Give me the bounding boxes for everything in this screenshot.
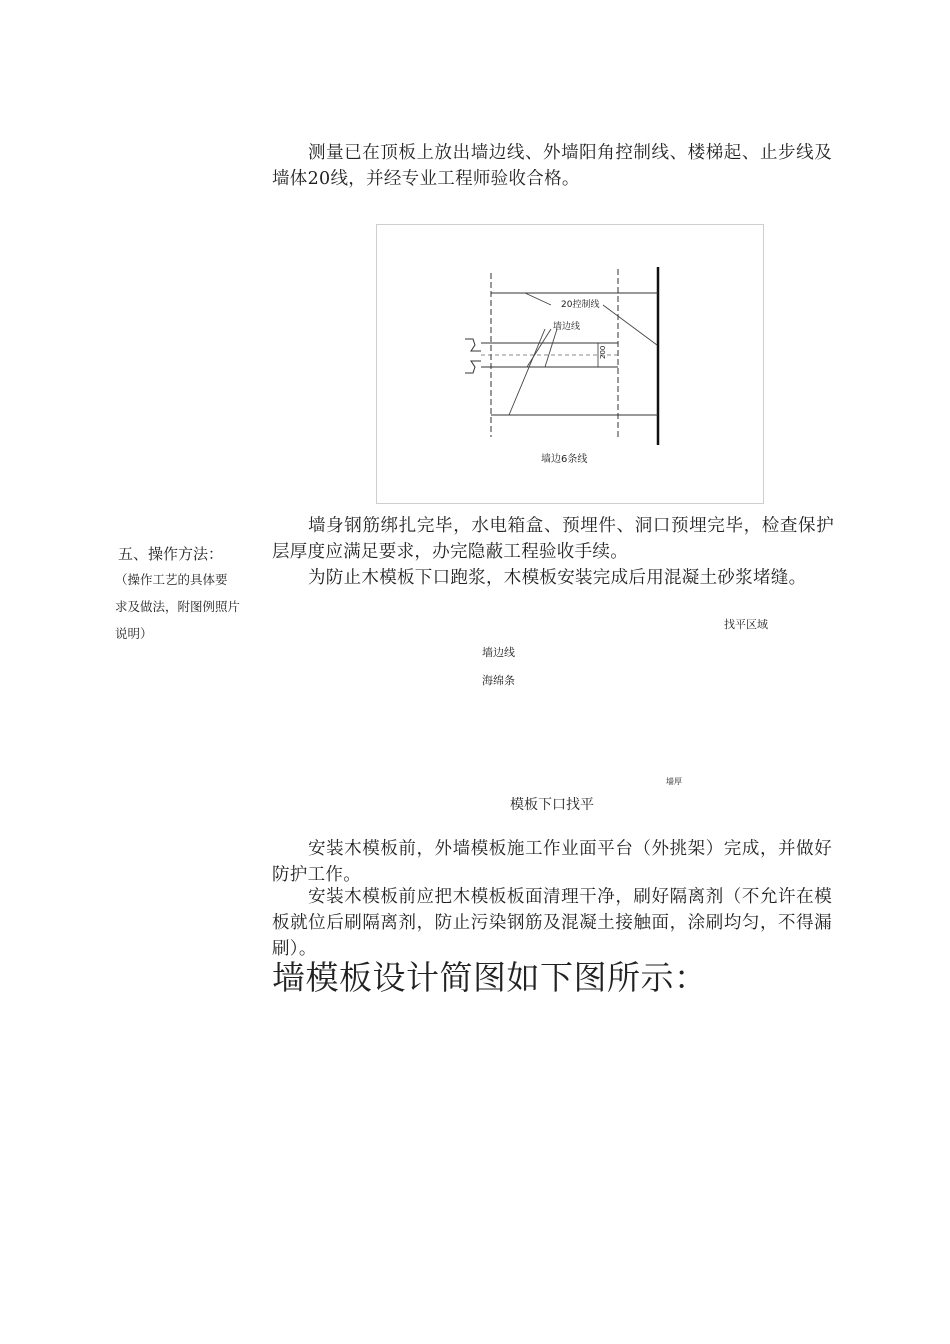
intro-paragraph: 测量已在顶板上放出墙边线、外墙阳角控制线、楼梯起、止步线及墙体20线，并经专业工程师验收合格。 <box>272 143 832 189</box>
wall-edge-figure <box>376 224 764 504</box>
platform-paragraph: 安装木模板前，外墙模板施工作业面平台（外挑架）完成，并做好防护工作。 <box>272 839 832 885</box>
dimension-label: 200 <box>599 345 607 359</box>
formwork-figure-caption: 模板下口找平 <box>510 797 594 813</box>
figure-caption: 墙边6条线 <box>541 454 588 465</box>
release-agent-paragraph: 安装木模板前应把木模板板面清理干净，刷好隔离剂（不允许在模板就位后刷隔离剂，防止污染钢筋及混凝土接触面，涂刷均匀，不得漏刷）。 <box>272 887 832 959</box>
design-sketch-heading: 墙模板设计简图如下图所示： <box>272 958 708 997</box>
wall-edge-label: 墙边线 <box>482 646 515 659</box>
section-title: 五、操作方法： <box>118 545 224 563</box>
wall-thickness-label: 墙厚 <box>666 777 682 786</box>
level-area-label: 找平区域 <box>724 618 768 631</box>
control-line-label: 20控制线 <box>561 300 600 310</box>
section-note-line: 求及做法，附图例照片 <box>115 599 241 614</box>
wall-edge-diagram <box>377 225 763 503</box>
wall-edge-line-label: 墙边线 <box>553 322 581 332</box>
section-note <box>115 566 265 647</box>
sponge-strip-label: 海绵条 <box>482 674 515 687</box>
rebar-paragraph: 墙身钢筋绑扎完毕，水电箱盒、预埋件、洞口预埋完毕，检查保护层厚度应满足要求，办完隐蔽工程验收手续。 <box>272 516 834 562</box>
section-note-line: （操作工艺的具体要 <box>115 572 228 587</box>
section-note-line: 说明） <box>115 626 153 641</box>
grout-paragraph: 为防止木模板下口跑浆，木模板安装完成后用混凝土砂浆堵缝。 <box>308 568 807 588</box>
